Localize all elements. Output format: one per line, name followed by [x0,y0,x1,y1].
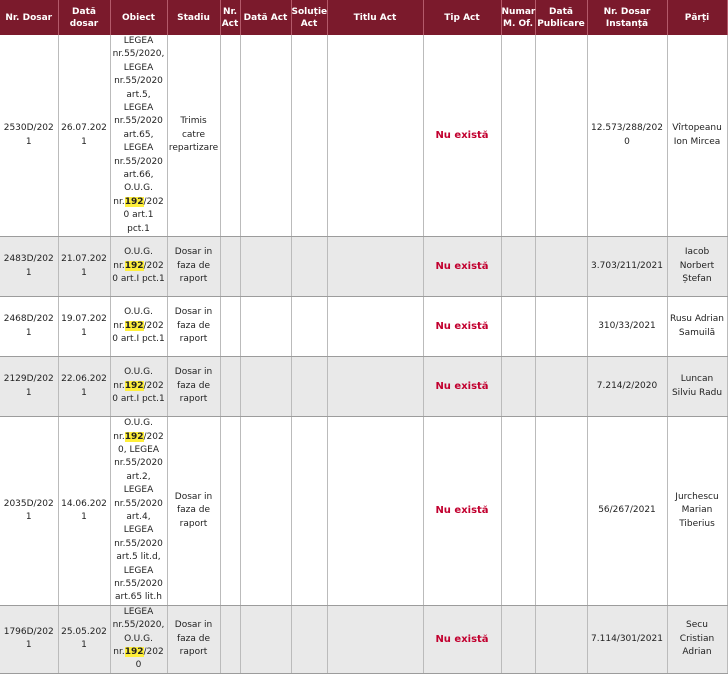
cell-nr-dosar-instanta: 56/267/2021 [587,417,667,606]
cell-parti: Vîrtopeanu Ion Mircea [667,35,727,237]
cell-titlu-act [327,237,423,297]
obiect-text: /2020 art.I pct.1 [112,260,165,285]
table-row[interactable] [0,357,727,417]
cell-parti: Iacob Norbert Ștefan [667,237,727,297]
search-highlight: 192 [124,647,144,657]
cell-parti: Secu Cristian Adrian [667,605,727,673]
obiect-text: /2020 [135,647,164,671]
search-highlight: 192 [124,196,144,207]
cell-stadiu: Dosar in faza de raport [167,417,220,606]
col-header-numar-mof[interactable]: Numar M. Of. [501,0,535,35]
cell-nr-dosar: 2483D/2021 [0,237,58,297]
table-row[interactable] [0,297,727,357]
obiect-text: O.U.G. nr. [113,247,153,271]
cell-tip-act: Nu există [423,417,501,606]
obiect-text: LEGEA nr.55/2020, O.U.G. nr. [112,606,165,657]
col-header-stadiu[interactable]: Stadiu [167,0,220,35]
search-highlight: 192 [124,380,144,391]
cell-titlu-act [327,605,423,673]
search-highlight: 192 [124,320,144,331]
cell-solutie-act [291,357,327,417]
cell-numar-mof [501,417,535,606]
cell-nr-act [220,605,240,673]
cell-tip-act: Nu există [423,35,501,237]
cell-tip-act: Nu există [423,297,501,357]
cell-nr-act [220,297,240,357]
cell-data-dosar: 25.05.2021 [58,605,110,673]
obiect-text: /2020, LEGEA nr.55/2020 art.2, LEGEA nr.55/2020 art.4, LEGEA nr.55/2020 art.5 lit.d, LEGEA nr.55/2020 art.65 lit.h [114,431,164,603]
cell-nr-dosar: 2468D/2021 [0,297,58,357]
cell-data-publicare [535,297,587,357]
cell-data-act [240,237,291,297]
cell-nr-dosar: 2035D/2021 [0,417,58,606]
cell-data-dosar: 19.07.2021 [58,297,110,357]
cell-stadiu: Dosar in faza de raport [167,297,220,357]
table-row[interactable] [0,35,727,237]
cell-tip-act: Nu există [423,237,501,297]
cell-titlu-act [327,35,423,237]
header-row [0,0,727,35]
obiect-text: /2020 art.I pct.1 [112,320,165,345]
cell-stadiu: Trimis catre repartizare [167,35,220,237]
cell-titlu-act [327,417,423,606]
obiect-text: O.U.G. nr. [113,367,153,391]
cell-numar-mof [501,35,535,237]
search-highlight: 192 [124,260,144,271]
table-row[interactable] [0,417,727,606]
cell-obiect [110,237,167,297]
col-header-data-act[interactable]: Dată Act [240,0,291,35]
cell-solutie-act [291,417,327,606]
cell-data-publicare [535,417,587,606]
cell-solutie-act [291,605,327,673]
cell-numar-mof [501,357,535,417]
cell-data-dosar: 14.06.2021 [58,417,110,606]
col-header-nr-act[interactable]: Nr. Act [220,0,240,35]
cell-data-dosar: 22.06.2021 [58,357,110,417]
cell-data-dosar: 21.07.2021 [58,237,110,297]
cell-parti: Rusu Adrian Samuilă [667,297,727,357]
col-header-obiect[interactable]: Obiect [110,0,167,35]
cell-data-dosar: 26.07.2021 [58,35,110,237]
cell-nr-dosar-instanta: 7.114/301/2021 [587,605,667,673]
cell-parti: Jurchescu Marian Tiberius [667,417,727,606]
cell-nr-act [220,35,240,237]
table-row[interactable] [0,237,727,297]
cell-obiect [110,357,167,417]
cell-parti: Luncan Silviu Radu [667,357,727,417]
col-header-solutie-act[interactable]: Soluție Act [291,0,327,35]
cell-solutie-act [291,297,327,357]
col-header-tip-act[interactable]: Tip Act [423,0,501,35]
cell-titlu-act [327,357,423,417]
cell-nr-act [220,357,240,417]
cell-stadiu: Dosar in faza de raport [167,237,220,297]
cell-tip-act: Nu există [423,605,501,673]
cell-data-publicare [535,237,587,297]
cell-data-act [240,35,291,237]
cell-data-publicare [535,605,587,673]
col-header-data-publicare[interactable]: Dată Publicare [535,0,587,35]
cell-tip-act: Nu există [423,357,501,417]
cell-nr-act [220,417,240,606]
cell-data-act [240,357,291,417]
cell-nr-dosar-instanta: 3.703/211/2021 [587,237,667,297]
cell-nr-dosar: 1796D/2021 [0,605,58,673]
obiect-text: /2020 art.I pct.1 [112,380,165,405]
cell-obiect [110,605,167,673]
cell-numar-mof [501,605,535,673]
col-header-data-dosar[interactable]: Dată dosar [58,0,110,35]
obiect-text: O.U.G. nr. [113,307,153,331]
cell-solutie-act [291,35,327,237]
col-header-parti[interactable]: Părți [667,0,727,35]
cell-stadiu: Dosar in faza de raport [167,357,220,417]
cell-stadiu: Dosar in faza de raport [167,605,220,673]
obiect-text: /2020 art.1 pct.1 [123,196,164,234]
obiect-text: LEGEA nr.55/2020, LEGEA nr.55/2020 art.5, LEGEA nr.55/2020 art.65, LEGEA nr.55/2020 art.66, O.U.G. nr. [112,36,165,207]
cell-obiect [110,297,167,357]
cell-data-act [240,605,291,673]
cell-titlu-act [327,297,423,357]
table-row[interactable] [0,605,727,673]
cell-data-publicare [535,357,587,417]
cell-nr-dosar: 2129D/2021 [0,357,58,417]
col-header-nr-dosar[interactable]: Nr. Dosar [0,0,58,35]
cell-numar-mof [501,237,535,297]
cell-data-publicare [535,35,587,237]
cell-obiect [110,35,167,237]
col-header-nr-dosar-instanta[interactable]: Nr. Dosar Instanță [587,0,667,35]
cell-obiect [110,417,167,606]
cell-nr-dosar-instanta: 12.573/288/2020 [587,35,667,237]
cell-nr-dosar: 2530D/2021 [0,35,58,237]
cell-data-act [240,297,291,357]
cell-nr-dosar-instanta: 310/33/2021 [587,297,667,357]
cell-solutie-act [291,237,327,297]
search-highlight: 192 [124,431,144,442]
cell-nr-act [220,237,240,297]
cell-numar-mof [501,297,535,357]
col-header-titlu-act[interactable]: Titlu Act [327,0,423,35]
cell-nr-dosar-instanta: 7.214/2/2020 [587,357,667,417]
obiect-text: O.U.G. nr. [113,418,153,442]
cell-data-act [240,417,291,606]
